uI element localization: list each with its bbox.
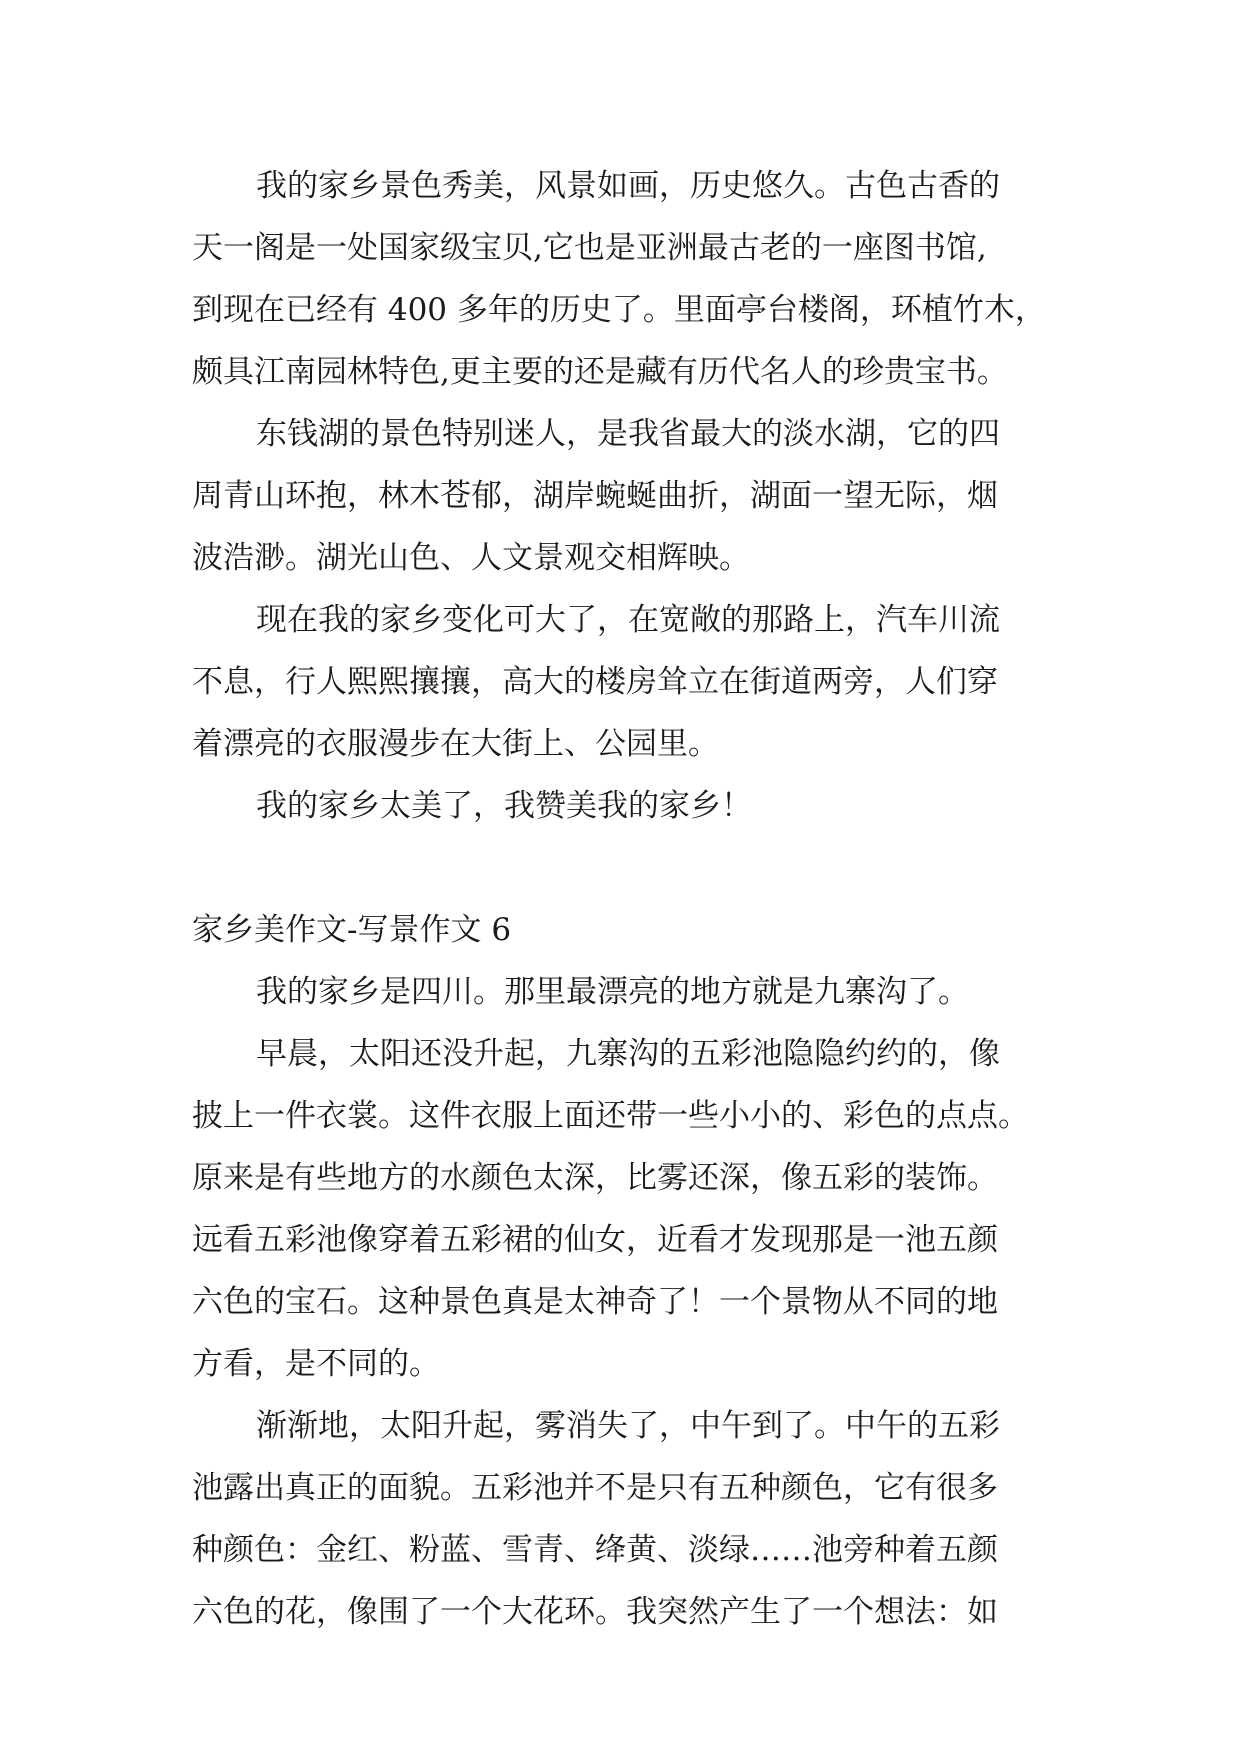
- text-line: 我的家乡景色秀美，风景如画，历史悠久。古色古香的: [256, 168, 1000, 204]
- text-line: 渐渐地，太阳升起，雾消失了，中午到了。中午的五彩: [256, 1408, 1000, 1444]
- text-line: 着漂亮的衣服漫步在大街上、公园里。: [192, 726, 719, 762]
- text-line: 颇具江南园林特色,更主要的还是藏有历代名人的珍贵宝书。: [192, 354, 1008, 390]
- section-heading: 家乡美作文-写景作文 6: [192, 912, 512, 948]
- text-line: 六色的花，像围了一个大花环。我突然产生了一个想法：如: [192, 1594, 998, 1630]
- paragraph: [192, 1395, 1072, 1643]
- text-line: 方看，是不同的。: [192, 1346, 440, 1382]
- paragraph: [192, 155, 1072, 403]
- text-line: 我的家乡太美了，我赞美我的家乡！: [256, 788, 752, 824]
- text-line: 池露出真正的面貌。五彩池并不是只有五种颜色，它有很多: [192, 1470, 998, 1506]
- text-line: 波浩渺。湖光山色、人文景观交相辉映。: [192, 540, 750, 576]
- text-line: 远看五彩池像穿着五彩裙的仙女，近看才发现那是一池五颜: [192, 1222, 998, 1258]
- text-line: 披上一件衣裳。这件衣服上面还带一些小小的、彩色的点点。: [192, 1098, 1029, 1134]
- text-line: 到现在已经有 400 多年的历史了。里面亭台楼阁，环植竹木，: [192, 292, 1046, 328]
- document-body: [192, 155, 1072, 1643]
- text-line: 六色的宝石。这种景色真是太神奇了！一个景物从不同的地: [192, 1284, 998, 1320]
- text-line: 不息，行人熙熙攘攘，高大的楼房耸立在街道两旁，人们穿: [192, 664, 998, 700]
- paragraph: [192, 403, 1072, 589]
- paragraph: [192, 589, 1072, 775]
- text-line: 我的家乡是四川。那里最漂亮的地方就是九寨沟了。: [256, 974, 969, 1010]
- paragraph: [192, 961, 1072, 1023]
- paragraph: [192, 775, 1072, 837]
- text-line: 现在我的家乡变化可大了，在宽敞的那路上，汽车川流: [256, 602, 1000, 638]
- text-line: 早晨，太阳还没升起，九寨沟的五彩池隐隐约约的，像: [256, 1036, 1000, 1072]
- paragraph: [192, 1023, 1072, 1395]
- text-line: 周青山环抱，林木苍郁，湖岸蜿蜒曲折，湖面一望无际，烟: [192, 478, 998, 514]
- text-line: 种颜色：金红、粉蓝、雪青、绛黄、淡绿……池旁种着五颜: [192, 1532, 998, 1568]
- text-line: 天一阁是一处国家级宝贝,它也是亚洲最古老的一座图书馆,: [192, 230, 987, 266]
- section-gap: [192, 837, 1072, 899]
- text-line: 东钱湖的景色特别迷人，是我省最大的淡水湖，它的四: [256, 416, 1000, 452]
- text-line: 原来是有些地方的水颜色太深，比雾还深，像五彩的装饰。: [192, 1160, 998, 1196]
